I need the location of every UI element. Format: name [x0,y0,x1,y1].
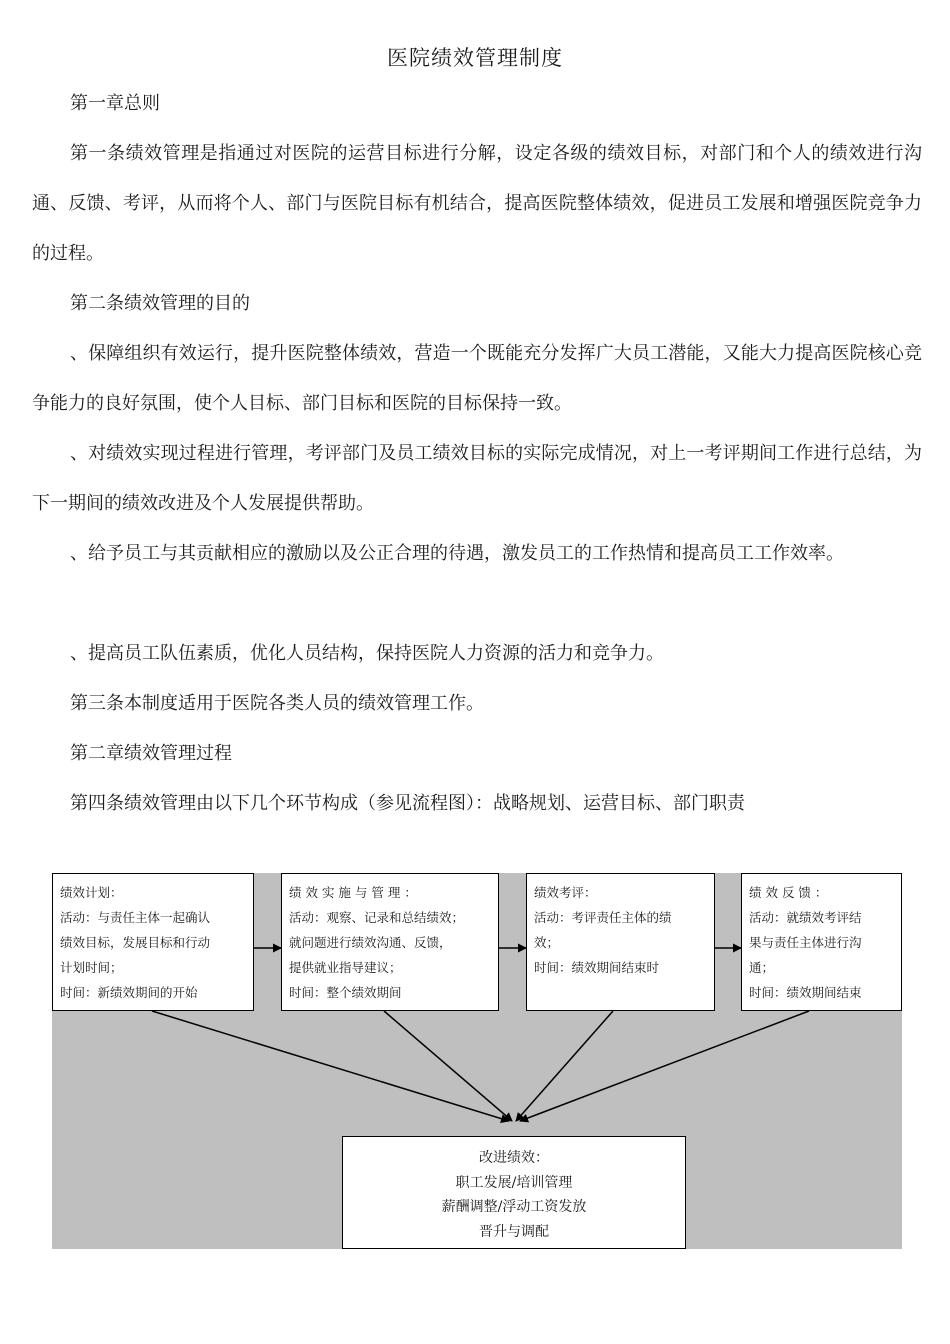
stage-time: 时间：新绩效期间的开始 [60,985,198,1000]
stage-text: 计划时间； [60,960,123,975]
performance-flowchart [52,873,902,1249]
stage-text: 活动：就绩效考评结 [749,910,862,925]
article-paragraph: 第一条绩效管理是指通过对医院的运营目标进行分解，设定各级的绩效目标，对部门和个人的绩效进行沟通、反馈、考评，从而将个人、部门与医院目标有机结合，提高医院整体绩效，促进员工发展和增强医院竞争力的过程。 [32,143,922,264]
improve-performance-box [342,1136,686,1249]
list-item: 、提高员工队伍素质，优化人员结构，保持医院人力资源的活力和竞争力。 [70,643,664,664]
page-title: 医院绩效管理制度 [387,46,563,70]
stage-box-implementation [281,873,499,1011]
stage-time: 时间：整个绩效期间 [289,985,402,1000]
stage-text: 果与责任主体进行沟 [749,935,862,950]
list-item: 、保障组织有效运行，提升医院整体绩效，营造一个既能充分发挥广大员工潜能，又能大力提高医院核心竞争能力的良好氛围，使个人目标、部门目标和医院的目标保持一致。 [32,343,922,414]
result-title: 改进绩效： [479,1150,549,1166]
stage-text: 提供就业指导建议； [289,960,402,975]
stage-title: 绩 效 实 施 与 管 理 ： [289,885,417,900]
article-heading: 第二条绩效管理的目的 [70,293,250,314]
stage-text: 活动：观察、记录和总结绩效； [289,910,465,925]
article-paragraph: 第三条本制度适用于医院各类人员的绩效管理工作。 [70,693,484,714]
stage-time: 时间：绩效期间结束时 [534,960,660,975]
chapter-heading: 第一章总则 [70,93,160,114]
stage-title: 绩效计划： [60,885,123,900]
stage-title: 绩效考评： [534,885,597,900]
stage-text: 绩效目标，发展目标和行动 [60,935,211,950]
stage-box-appraisal [526,873,715,1011]
stage-box-feedback [741,873,902,1011]
stage-text: 通； [749,960,775,975]
result-item: 薪酬调整/浮动工资发放 [441,1199,587,1215]
arrow-feedback-to-improve [520,1011,809,1121]
stage-text: 活动：与责任主体一起确认 [60,910,211,925]
stage-box-plan [52,873,254,1011]
result-item: 职工发展/培训管理 [455,1174,573,1191]
arrow-plan-to-improve [152,1011,509,1121]
stage-text: 就问题进行绩效沟通、反馈， [289,935,452,950]
stage-text: 效； [534,935,560,950]
list-item: 、对绩效实现过程进行管理，考评部门及员工绩效目标的实际完成情况，对上一考评期间工作进行总结，为下一期间的绩效改进及个人发展提供帮助。 [32,443,922,514]
stage-title: 绩 效 反 馈 ： [749,885,828,900]
stage-time: 时间：绩效期间结束 [749,985,862,1000]
arrow-implement-to-improve [384,1011,512,1121]
list-item: 、给予员工与其贡献相应的激励以及公正合理的待遇，激发员工的工作热情和提高员工工作效率。 [70,543,844,564]
stage-text: 活动：考评责任主体的绩 [534,910,672,925]
chapter-heading: 第二章绩效管理过程 [70,743,232,764]
article-paragraph: 第四条绩效管理由以下几个环节构成（参见流程图）：战略规划、运营目标、部门职责 [70,793,745,814]
result-item: 晋升与调配 [479,1223,549,1240]
